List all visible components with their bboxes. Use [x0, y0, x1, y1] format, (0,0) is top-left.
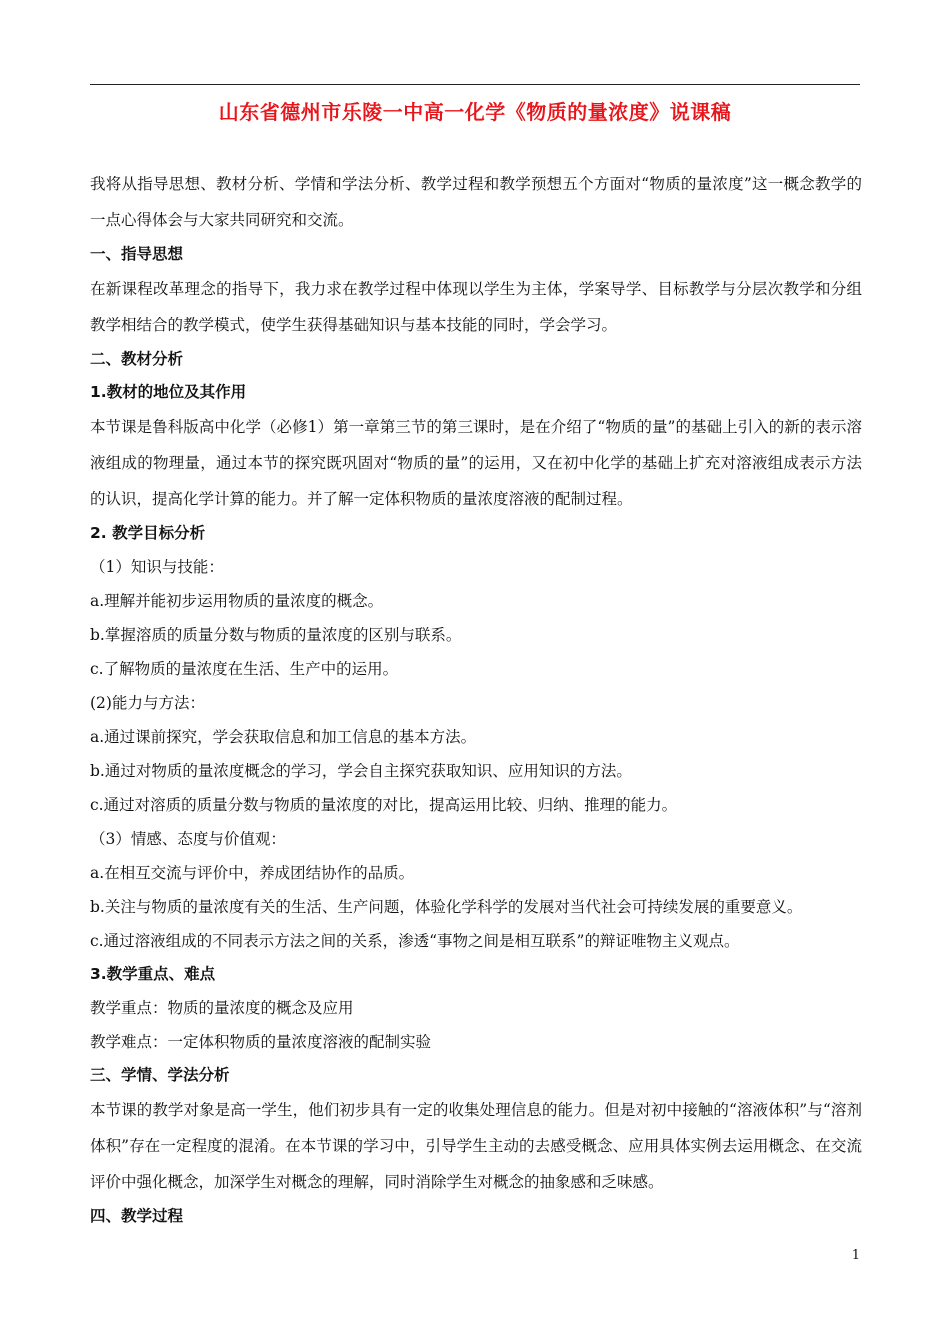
page-number: 1 — [851, 1248, 860, 1263]
text-line: a.在相互交流与评价中，养成团结协作的品质。 — [90, 864, 415, 882]
section-heading: 3.教学重点、难点 — [90, 965, 216, 983]
section-heading: 1.教材的地位及其作用 — [90, 383, 247, 401]
header-rule — [90, 84, 860, 85]
text-line: b.掌握溶质的质量分数与物质的量浓度的区别与联系。 — [90, 626, 462, 644]
section-heading: 四、教学过程 — [90, 1207, 184, 1225]
text-line: a.通过课前探究，学会获取信息和加工信息的基本方法。 — [90, 728, 477, 746]
text-line: c.通过溶液组成的不同表示方法之间的关系，渗透“事物之间是相互联系”的辩证唯物主义观点。 — [90, 932, 740, 950]
document-body — [90, 166, 862, 1233]
text-line: (2)能力与方法： — [90, 694, 205, 712]
paragraph: 在新课程改革理念的指导下，我力求在教学过程中体现以学生为主体，学案导学、目标教学与分层次教学和分组教学相结合的教学模式，使学生获得基础知识与基本技能的同时，学会学习。 — [90, 280, 862, 334]
paragraph: 本节课的教学对象是高一学生，他们初步具有一定的收集处理信息的能力。但是对初中接触的“溶液体积”与“溶剂体积”存在一定程度的混淆。在本节课的学习中，引导学生主动的去感受概念、应用具体实例去运用概念、在交流评价中强化概念，加深学生对概念的理解，同时消除学生对概念的抽象感和乏味感。 — [90, 1101, 862, 1191]
text-line: b.关注与物质的量浓度有关的生活、生产问题，体验化学科学的发展对当代社会可持续发展的重要意义。 — [90, 898, 803, 916]
text-line: （1）知识与技能： — [90, 558, 224, 576]
section-heading: 2. 教学目标分析 — [90, 524, 206, 542]
text-line: 教学重点：物质的量浓度的概念及应用 — [90, 999, 354, 1017]
section-heading: 一、指导思想 — [90, 245, 184, 263]
section-heading: 三、学情、学法分析 — [90, 1066, 230, 1084]
paragraph: 我将从指导思想、教材分析、学情和学法分析、教学过程和教学预想五个方面对“物质的量浓度”这一概念教学的一点心得体会与大家共同研究和交流。 — [90, 175, 862, 229]
text-line: c.了解物质的量浓度在生活、生产中的运用。 — [90, 660, 399, 678]
text-line: b.通过对物质的量浓度概念的学习，学会自主探究获取知识、应用知识的方法。 — [90, 762, 632, 780]
text-line: a.理解并能初步运用物质的量浓度的概念。 — [90, 592, 384, 610]
section-heading: 二、教材分析 — [90, 350, 184, 368]
text-line: c.通过对溶质的质量分数与物质的量浓度的对比，提高运用比较、归纳、推理的能力。 — [90, 796, 678, 814]
document-title: 山东省德州市乐陵一中高一化学《物质的量浓度》说课稿 — [218, 100, 732, 124]
text-line: 教学难点：一定体积物质的量浓度溶液的配制实验 — [90, 1033, 432, 1051]
text-line: （3）情感、态度与价值观： — [90, 830, 286, 848]
paragraph: 本节课是鲁科版高中化学（必修1）第一章第三节的第三课时，是在介绍了“物质的量”的基础上引入的新的表示溶液组成的物理量，通过本节的探究既巩固对“物质的量”的运用，又在初中化学的基础上扩充对溶液组成表示方法的认识，提高化学计算的能力。并了解一定体积物质的量浓度溶液的配制过程。 — [90, 418, 862, 508]
